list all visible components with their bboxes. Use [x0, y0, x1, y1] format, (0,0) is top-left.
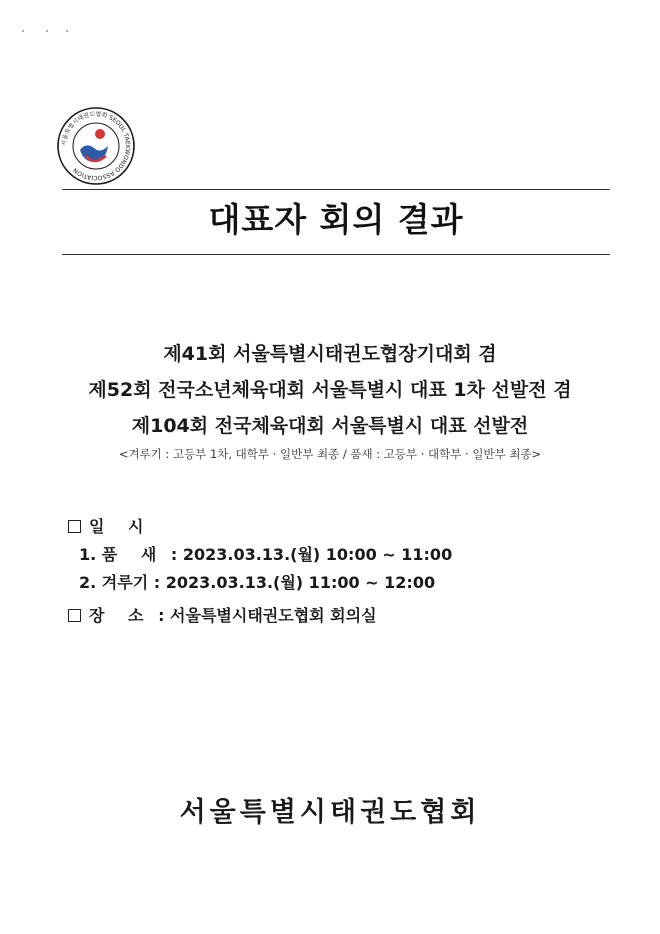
event-division-note: <겨루기 : 고등부 1차, 대학부 · 일반부 최종 / 품새 : 고등부 · 대학부 · 일반부 최종>	[118, 447, 542, 461]
checkbox-square-icon	[68, 609, 81, 622]
checkbox-square-icon	[68, 520, 81, 533]
schedule-item-label: 겨루기	[101, 573, 149, 592]
place-value: 서울특별시태권도협회 회의실	[170, 606, 377, 625]
place-heading	[68, 603, 377, 626]
schedule-item-colon: :	[170, 545, 178, 564]
schedule-item-poomsae	[79, 542, 452, 565]
document-title: 대표자 회의 결과	[208, 200, 464, 239]
schedule-item-number: 1.	[79, 545, 97, 564]
place-colon: :	[158, 606, 165, 625]
logo-ring-text: 서울특별시태권도협회 SEOUL TAEKWONDO ASSOCIATION	[60, 110, 132, 182]
place-heading-label: 장 소	[89, 606, 153, 625]
date-heading	[68, 514, 152, 537]
event-title-line-1: 제41회 서울특별시태권도협장기대회 겸	[163, 343, 497, 365]
logo-blue-figure	[80, 145, 108, 162]
event-title-line-2: 제52회 전국소년체육대회 서울특별시 대표 1차 선발전 겸	[88, 379, 572, 401]
date-heading-label: 일 시	[89, 517, 153, 536]
schedule-item-label: 품 새	[101, 545, 166, 564]
event-title-line-3: 제104회 전국체육대회 서울특별시 대표 선발전	[131, 415, 529, 437]
schedule-item-number: 2.	[79, 573, 97, 592]
scan-artifact	[22, 30, 82, 36]
association-logo	[56, 106, 136, 186]
logo-outer-ring	[58, 108, 134, 184]
schedule-item-value: 2023.03.13.(월) 11:00 ~ 12:00	[165, 573, 436, 592]
schedule-item-colon: :	[153, 573, 161, 592]
schedule-item-value: 2023.03.13.(월) 10:00 ~ 11:00	[182, 545, 453, 564]
title-bottom-rule	[62, 254, 610, 255]
schedule-item-kyorugi	[79, 570, 435, 593]
title-top-rule	[62, 189, 610, 190]
logo-red-dot	[95, 129, 105, 139]
organization-signature: 서울특별시태권도협회	[179, 797, 481, 828]
